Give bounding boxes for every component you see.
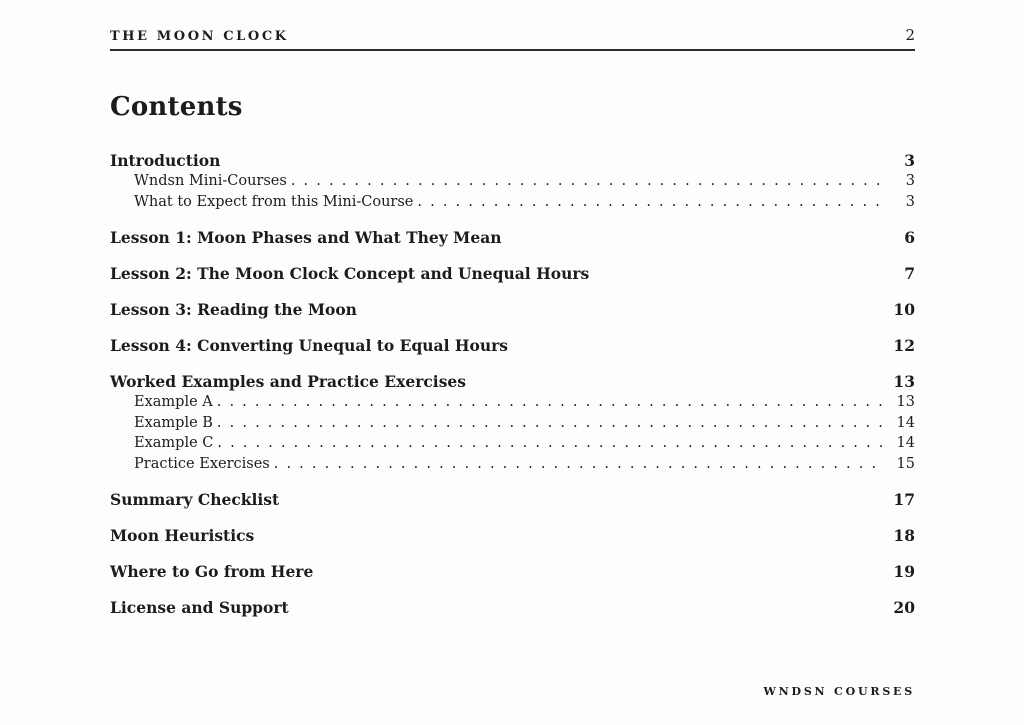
toc-section-row (110, 413, 915, 434)
contents-title: Contents (110, 92, 243, 122)
dot-leader (217, 433, 885, 454)
toc-chapter-row (110, 150, 915, 171)
toc-page-number: 3 (905, 193, 915, 210)
header-page-number: 2 (905, 26, 915, 44)
toc-entry-label: Lesson 2: The Moon Clock Concept and Unequal Hours (110, 264, 590, 283)
toc-page-number: 12 (893, 336, 915, 355)
running-title: THE MOON CLOCK (110, 29, 289, 44)
toc-entry-label: Lesson 3: Reading the Moon (110, 300, 357, 319)
toc-entry-label: License and Support (110, 598, 289, 617)
toc-section-row (110, 392, 915, 413)
footer-brand: WNDSN COURSES (763, 685, 915, 698)
toc-page-number: 13 (896, 394, 915, 410)
toc-chapter-row (110, 263, 915, 284)
dot-leader (217, 392, 885, 413)
toc-chapter-row (110, 299, 915, 320)
dot-leader (417, 192, 885, 213)
toc-page-number: 19 (893, 562, 915, 581)
toc-page-number: 14 (896, 414, 915, 431)
toc-page-number: 10 (893, 300, 915, 319)
toc-chapter-row (110, 489, 915, 510)
toc-page-number: 3 (904, 151, 915, 170)
toc-page-number: 6 (904, 228, 915, 247)
toc-entry-label: Summary Checklist (110, 490, 280, 509)
dot-leader (291, 171, 885, 192)
toc-chapter-row (110, 561, 915, 582)
toc-entry-label: Example A (134, 394, 213, 410)
dot-leader (274, 454, 885, 475)
toc-entry-label: Example C (134, 435, 214, 451)
toc-page-number: 7 (904, 264, 915, 283)
table-of-contents (110, 150, 915, 618)
toc-chapter-row (110, 335, 915, 356)
toc-entry-label: Practice Exercises (134, 455, 270, 472)
dot-leader (217, 413, 885, 434)
toc-page-number: 14 (896, 435, 915, 451)
toc-section-row (110, 433, 915, 454)
toc-entry-label: Where to Go from Here (110, 562, 314, 581)
toc-entry-label: Lesson 1: Moon Phases and What They Mean (110, 228, 502, 247)
page-footer (763, 680, 915, 699)
toc-page-number: 18 (893, 526, 915, 545)
toc-chapter-row (110, 525, 915, 546)
toc-entry-label: Lesson 4: Converting Unequal to Equal Hours (110, 336, 509, 355)
toc-section-row (110, 171, 915, 192)
toc-entry-label: Moon Heuristics (110, 526, 255, 545)
toc-page-number: 17 (893, 490, 915, 509)
toc-section-row (110, 454, 915, 475)
toc-entry-label: Worked Examples and Practice Exercises (110, 372, 467, 391)
page-header (110, 0, 915, 51)
toc-chapter-row (110, 597, 915, 618)
toc-section-row (110, 192, 915, 213)
toc-entry-label: Example B (134, 414, 213, 431)
toc-page-number: 13 (893, 372, 915, 391)
toc-entry-label: Introduction (110, 151, 221, 170)
toc-page-number: 3 (905, 173, 915, 189)
toc-page-number: 20 (893, 598, 915, 617)
toc-entry-label: What to Expect from this Mini-Course (134, 193, 414, 210)
toc-chapter-row (110, 371, 915, 392)
toc-chapter-row (110, 227, 915, 248)
toc-entry-label: Wndsn Mini-Courses (134, 173, 287, 189)
toc-page-number: 15 (896, 455, 915, 472)
